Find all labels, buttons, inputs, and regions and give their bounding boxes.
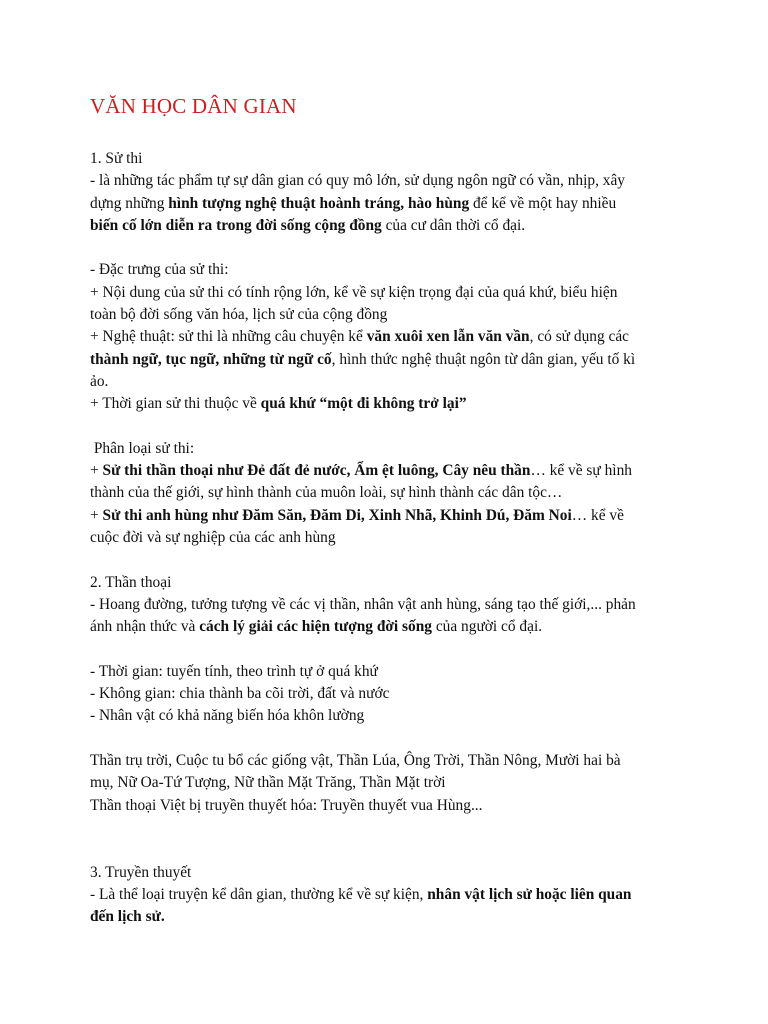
section-truyen-thuyet	[90, 862, 680, 929]
paragraph-line: - Thời gian: tuyến tính, theo trình tự ở quá khứ	[90, 662, 378, 680]
bold-text: Sử thi thần thoại như Đẻ đất đẻ nước, Ẩm ệt luông, Cây nêu thần	[102, 462, 531, 480]
text-run: dựng những	[90, 194, 169, 212]
paragraph-line	[90, 393, 680, 415]
paragraph-line: - Hoang đường, tưởng tượng về các vị thần, nhân vật anh hùng, sáng tạo thế giới,... phản	[90, 595, 636, 613]
spacer	[90, 237, 680, 259]
bold-text: văn xuôi xen lẫn văn vần	[366, 328, 530, 346]
paragraph-line: - Nhân vật có khả năng biến hóa khôn lường	[90, 707, 365, 725]
paragraph-line: cuộc đời và sự nghiệp của các anh hùng	[90, 529, 336, 547]
paragraph-line: + Nội dung của sử thi có tính rộng lớn, kể về sự kiện trọng đại của quá khứ, biểu hiện	[90, 283, 618, 301]
spacer	[90, 639, 680, 661]
text-run: … kể về sự hình	[530, 462, 632, 480]
paragraph-line	[90, 906, 680, 928]
document-page	[90, 91, 680, 928]
paragraph-line: mụ, Nữ Oa-Tứ Tượng, Nữ thần Mặt Trăng, Thần Mặt trời	[90, 774, 446, 792]
text-run: + Thời gian sử thi thuộc về	[90, 395, 261, 413]
bold-text: thành ngữ, tục ngữ, những từ ngữ cố	[90, 350, 332, 368]
paragraph-line: - Không gian: chia thành ba cõi trời, đất và nước	[90, 685, 390, 703]
document-title: VĂN HỌC DÂN GIAN	[90, 94, 297, 118]
paragraph-line	[90, 215, 680, 237]
paragraph-line	[90, 616, 680, 638]
paragraph-line: Thần trụ trời, Cuộc tu bổ các giống vật, Thần Lúa, Ông Trời, Thần Nông, Mười hai bà	[90, 752, 621, 770]
paragraph-line: - là những tác phẩm tự sự dân gian có quy mô lớn, sử dụng ngôn ngữ có vần, nhịp, xây	[90, 172, 625, 190]
paragraph-line	[90, 884, 680, 906]
bold-text: cách lý giải các hiện tượng đời sống	[199, 618, 432, 636]
subheading: - Đặc trưng của sử thi:	[90, 261, 229, 279]
spacer	[90, 817, 680, 862]
bold-text: biến cố lớn diễn ra trong đời sống cộng đồng	[90, 216, 382, 234]
text-run: , có sử dụng các	[529, 328, 629, 346]
paragraph-line	[90, 326, 680, 348]
paragraph-line	[90, 505, 680, 527]
paragraph-line: ảo.	[90, 372, 109, 390]
section-heading: 2. Thần thoại	[90, 573, 172, 591]
text-run: , hình thức nghệ thuật ngôn từ dân gian, yếu tố kì	[331, 350, 636, 368]
text-run: - Là thể loại truyện kể dân gian, thường kể về sự kiện,	[90, 885, 428, 903]
section-heading: 3. Truyền thuyết	[90, 863, 192, 881]
paragraph-line: toàn bộ đời sống văn hóa, lịch sử của cộng đồng	[90, 306, 388, 324]
bold-text: đến lịch sử.	[90, 908, 165, 926]
bold-text: hình tượng nghệ thuật hoành tráng, hào hùng	[168, 194, 470, 212]
text-run: ánh nhận thức và	[90, 618, 200, 636]
text-run: + Nghệ thuật: sử thi là những câu chuyện kể	[90, 328, 367, 346]
spacer	[90, 549, 680, 571]
bold-text: quá khứ “một đi không trở lại”	[260, 395, 467, 413]
section-heading: 1. Sử thi	[90, 150, 143, 167]
bold-text: Sử thi anh hùng như Đăm Săn, Đăm Di, Xinh Nhã, Khinh Dú, Đăm Noi	[102, 506, 572, 524]
paragraph-line: thành của thế giới, sự hình thành của muôn loài, sự hình thành các dân tộc…	[90, 484, 563, 502]
subheading: Phân loại sử thi:	[90, 439, 195, 457]
paragraph-line	[90, 193, 680, 215]
text-run: … kể về	[571, 506, 624, 524]
text-run: để kể về một hay nhiều	[469, 194, 617, 212]
section-su-thi	[90, 148, 680, 549]
text-run: +	[90, 462, 103, 480]
text-run: của cư dân thời cổ đại.	[381, 216, 526, 234]
text-run: của người cổ đại.	[432, 618, 543, 636]
paragraph-line	[90, 349, 680, 371]
paragraph-line	[90, 460, 680, 482]
spacer	[90, 728, 680, 750]
bold-text: nhân vật lịch sử hoặc liên quan	[427, 885, 632, 903]
section-than-thoai	[90, 572, 680, 817]
text-run: +	[90, 506, 103, 524]
paragraph-line: Thần thoại Việt bị truyền thuyết hóa: Truyền thuyết vua Hùng...	[90, 796, 483, 814]
spacer	[90, 416, 680, 438]
